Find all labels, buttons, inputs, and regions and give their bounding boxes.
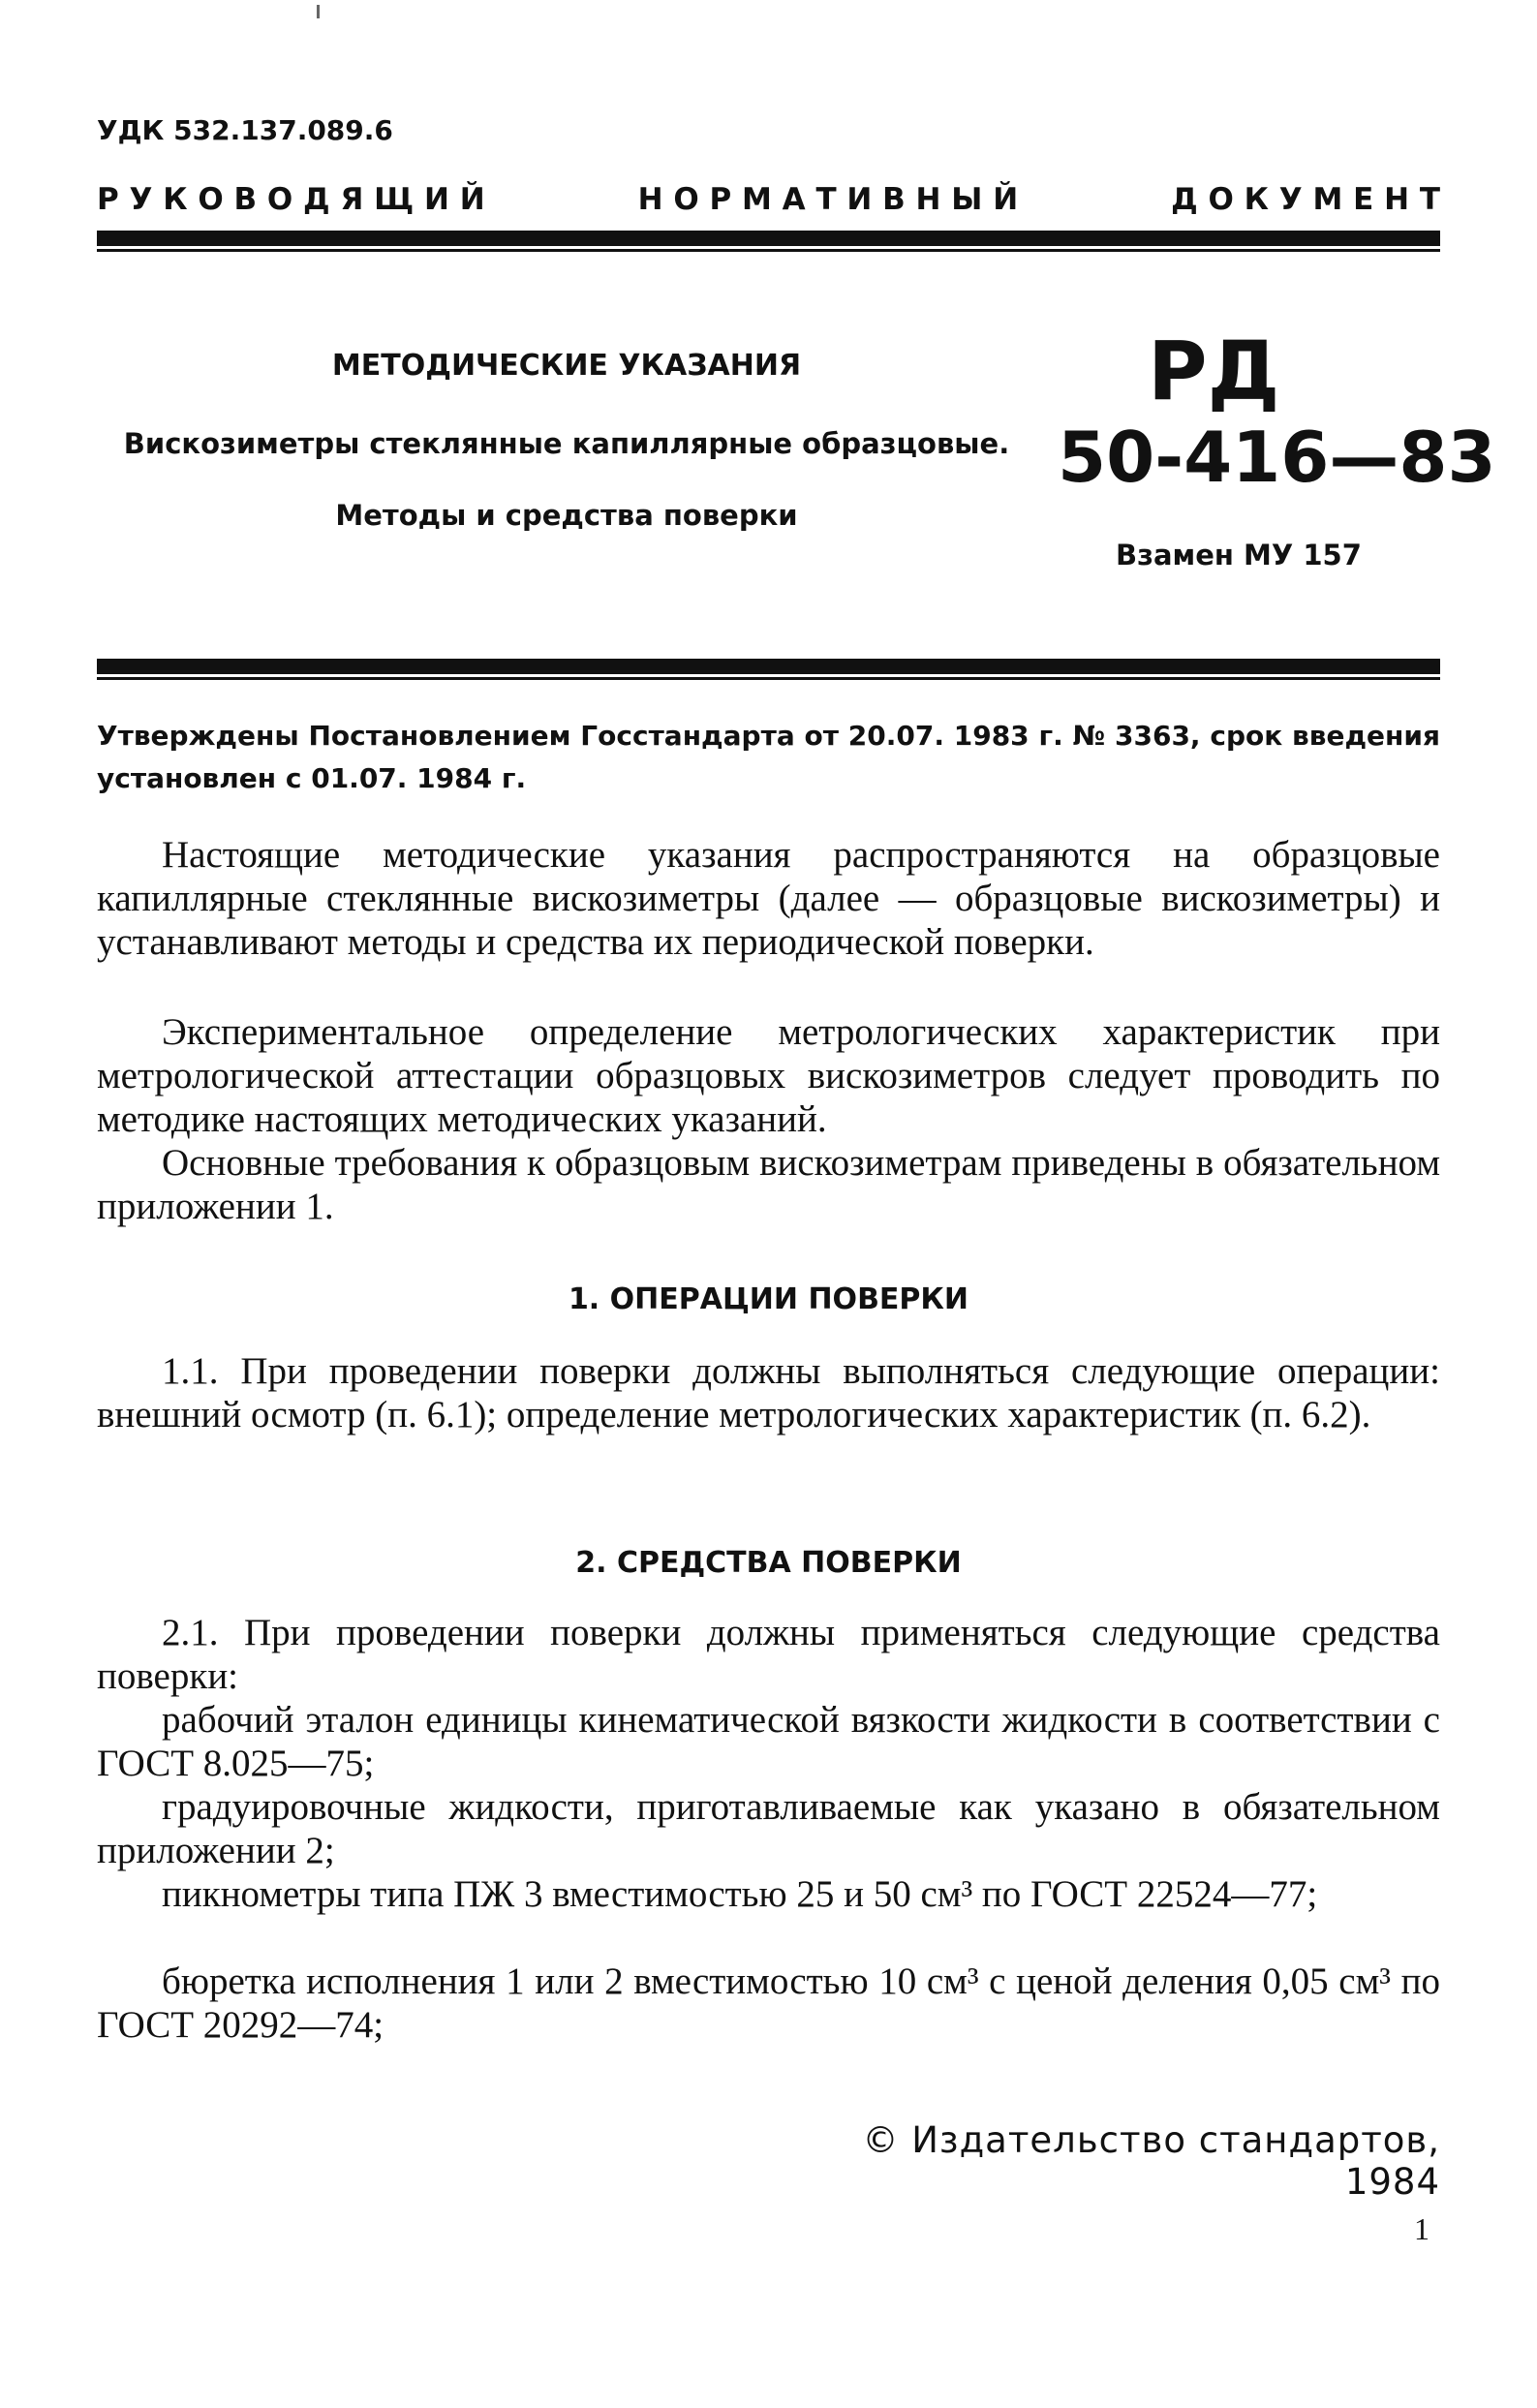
header-rule-thick bbox=[97, 231, 1440, 246]
list-item: рабочий эталон единицы кинематической вязкости жидкости в соответствии с ГОСТ 8.025—75; bbox=[97, 1699, 1440, 1784]
header-rule-thin bbox=[97, 249, 1440, 252]
title-block bbox=[116, 349, 1017, 532]
section-1-paragraph: 1.1. При проведении поверки должны выполняться следующие операции: внешний осмотр (п. 6.1); определение метрологических характеристик (п. 6.2). bbox=[97, 1350, 1440, 1436]
intro-paragraph-3: Основные требования к образцовым вискозиметрам приведены в обязательном приложении 1. bbox=[97, 1142, 1440, 1227]
document-code-number: 50-416—83 bbox=[1058, 417, 1496, 498]
document-heading: МЕТОДИЧЕСКИЕ УКАЗАНИЯ bbox=[331, 349, 802, 383]
section-1-title: 1. ОПЕРАЦИИ ПОВЕРКИ bbox=[568, 1282, 969, 1316]
document-subtitle-line2: Методы и средства поверки bbox=[335, 499, 798, 532]
list-item: градуировочные жидкости, приготавливаемые как указано в обязательном приложении 2; bbox=[97, 1786, 1440, 1871]
section-2-title: 2. СРЕДСТВА ПОВЕРКИ bbox=[575, 1546, 962, 1580]
list-item: пикнометры типа ПЖ 3 вместимостью 25 и 50 см³ по ГОСТ 22524—77; bbox=[162, 1873, 1318, 1915]
document-subtitle-line1: Вискозиметры стеклянные капиллярные образцовые. bbox=[123, 427, 1010, 460]
document-type-word-1: Р У К О В О Д Я Щ И Й bbox=[97, 182, 485, 217]
title-rule-thin bbox=[97, 677, 1440, 680]
scan-mark bbox=[317, 5, 320, 18]
replaces-note: Взамен МУ 157 bbox=[1116, 539, 1362, 571]
document-type-word-3: Д О К У М Е Н Т bbox=[1171, 182, 1440, 217]
title-rule-thick bbox=[97, 659, 1440, 674]
section-2-paragraph: 2.1. При проведении поверки должны применяться следующие средства поверки: bbox=[97, 1612, 1440, 1697]
publisher-copyright: © Издательство стандартов, 1984 bbox=[862, 2119, 1440, 2203]
list-item: бюретка исполнения 1 или 2 вместимостью 10 см³ с ценой деления 0,05 см³ по ГОСТ 20292—74; bbox=[97, 1960, 1440, 2046]
udk-code: УДК 532.137.089.6 bbox=[97, 114, 393, 146]
page-number: 1 bbox=[1414, 2211, 1429, 2246]
intro-paragraph-2: Экспериментальное определение метрологических характеристик при метрологической аттестации образцовых вискозиметров следует проводить по методике настоящих методических указаний. bbox=[97, 1011, 1440, 1140]
document-type-word-2: Н О Р М А Т И В Н Ы Й bbox=[637, 182, 1019, 217]
document-code-prefix: РД bbox=[1148, 324, 1280, 418]
document-type-banner bbox=[97, 182, 1440, 217]
approval-note: Утверждены Постановлением Госстандарта от 20.07. 1983 г. № 3363, срок введения установлен с 01.07. 1984 г. bbox=[97, 720, 1440, 794]
intro-paragraph-1: Настоящие методические указания распространяются на образцовые капиллярные стеклянные вискозиметры (далее — образцовые вискозиметры) и устанавливают методы и средства их периодической поверки. bbox=[97, 834, 1440, 963]
